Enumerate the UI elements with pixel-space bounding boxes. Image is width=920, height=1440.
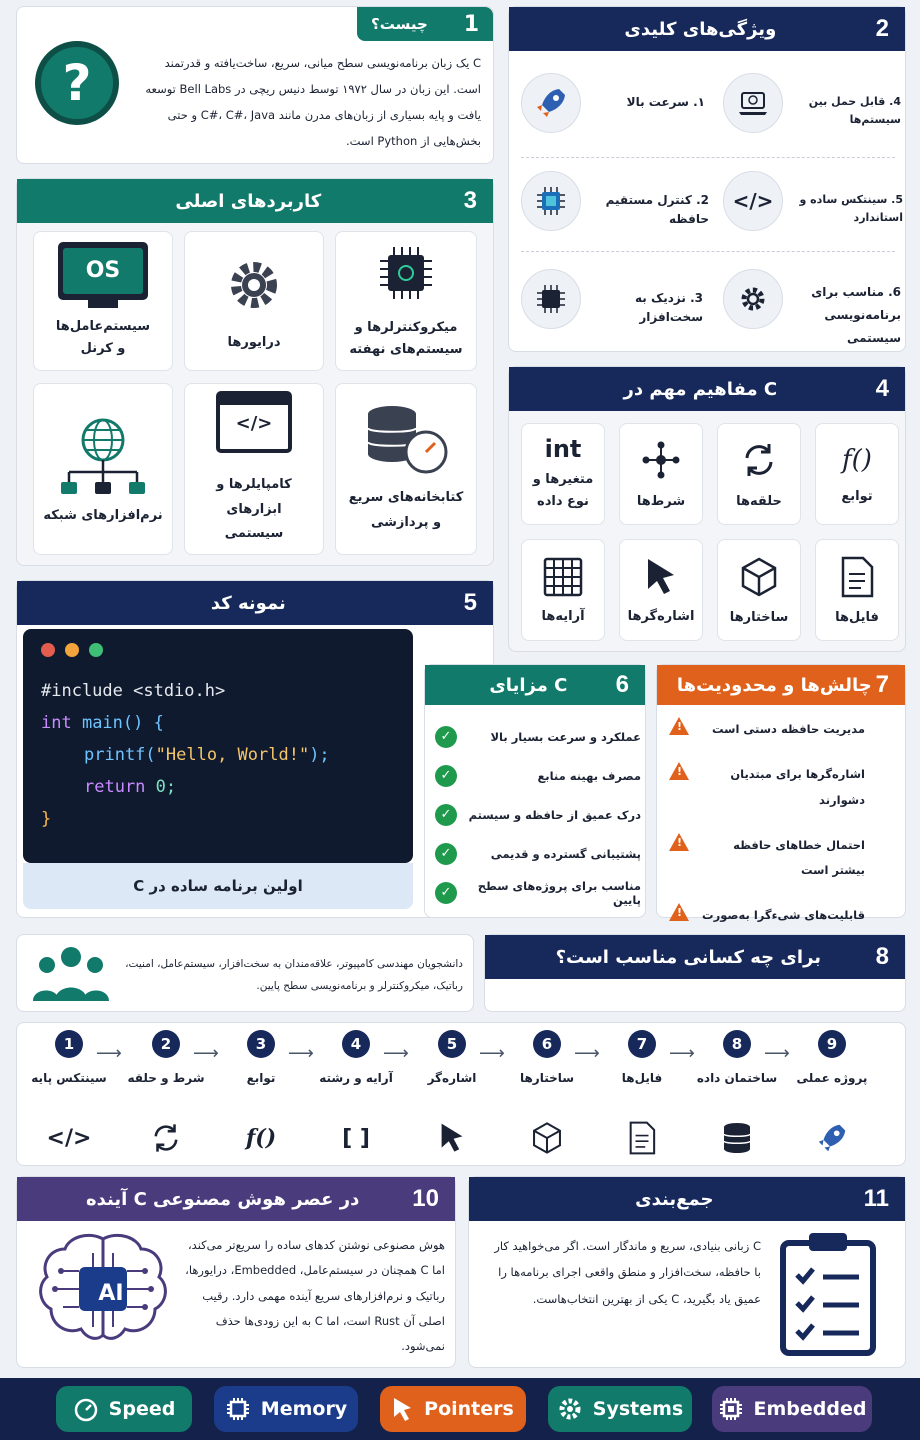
code-line-1: #include <stdio.h>	[41, 681, 226, 701]
database-gauge-icon	[358, 402, 454, 476]
laptop-icon	[723, 73, 783, 133]
code-icon: </>	[723, 171, 783, 231]
chip-icon	[521, 171, 581, 231]
feature-portable: 4. قابل حمل بین سیستم‌ها	[808, 95, 901, 126]
concept-label: ساختارها	[729, 609, 789, 625]
cursor-icon	[644, 557, 678, 597]
cube-icon	[502, 1118, 592, 1158]
section-1-title: چیست؟	[371, 15, 428, 33]
step-number: 4	[342, 1030, 370, 1058]
section-10-header	[17, 1177, 455, 1221]
step-number: 8	[723, 1030, 751, 1058]
roadmap-arrow: ⟶	[193, 1043, 219, 1064]
warning-icon	[669, 833, 689, 851]
branch-icon	[641, 440, 681, 480]
code-caption: اولین برنامه ساده در C	[23, 863, 413, 909]
tag-systems[interactable]	[548, 1386, 692, 1432]
speedometer-icon	[73, 1396, 99, 1422]
app-label: کتابخانه‌های سریع و پردازشی	[348, 490, 464, 530]
warning-mark: !	[677, 835, 683, 849]
advantage-label: مصرف بهینه منابع	[537, 768, 641, 783]
challenge-label: مدیریت حافظه دستی است	[711, 722, 865, 736]
step-number: 1	[55, 1030, 83, 1058]
concept-pointers	[619, 539, 703, 641]
check-icon: ✓	[435, 726, 457, 748]
section-code-sample	[16, 580, 494, 918]
challenge-item	[669, 762, 895, 813]
challenge-item	[669, 717, 895, 742]
concept-files	[815, 539, 899, 641]
roadmap-step	[787, 1030, 877, 1158]
warning-icon	[669, 903, 689, 921]
feature-system-programming: 6. مناسب برای برنامه‌نویسی سیستمی	[811, 285, 901, 345]
section-1-body: C یک زبان برنامه‌نویسی سطح میانی، سریع، ساخت‌یافته و قدرتمند است. این زبان در سال ۱۹۷۲ توسط دنیس ریچی در Bell Labs توسعه یافت و پایه بسیاری از زبان‌های مدرن مانند C#، C#، Java و حتی بخش‌هایی از Python است.	[145, 56, 481, 148]
advantage-label: عملکرد و سرعت بسیار بالا	[490, 729, 641, 744]
advantage-item	[435, 795, 641, 834]
tag-label: Embedded	[753, 1398, 867, 1420]
section-challenges	[656, 664, 906, 923]
code-line-5: }	[41, 809, 52, 829]
step-number: 7	[628, 1030, 656, 1058]
app-compilers	[184, 383, 324, 555]
step-label: پروژه عملی	[796, 1071, 868, 1085]
cube-icon	[738, 556, 780, 598]
advantages-list	[435, 717, 641, 912]
code-line-4	[41, 771, 395, 803]
concept-label: متغیرها و نوع داده	[532, 471, 594, 509]
monitor-icon	[58, 242, 148, 300]
code-token: );	[309, 745, 330, 765]
section-6-title: مزایای C	[489, 674, 568, 696]
check-icon: ✓	[435, 882, 457, 904]
feature-memory: 2. کنترل مستقیم حافظه	[605, 193, 709, 227]
step-number: 9	[818, 1030, 846, 1058]
challenge-item	[669, 833, 895, 884]
tag-label: Memory	[260, 1398, 348, 1420]
feature-hardware: 3. نزدیک به سخت‌افزار	[635, 291, 703, 325]
roadmap-arrow: ⟶	[288, 1043, 314, 1064]
step-label: توابع	[246, 1071, 276, 1085]
section-10-number: 10	[412, 1185, 439, 1212]
rocket-icon	[521, 73, 581, 133]
advantage-item	[435, 756, 641, 795]
rocket-icon	[787, 1118, 877, 1158]
check-icon: ✓	[435, 843, 457, 865]
section-summary	[468, 1176, 906, 1368]
challenge-label: اشاره‌گرها برای مبتدیان دشوارند	[730, 767, 865, 807]
feature-speed: ۱. سرعت بالا	[626, 95, 705, 109]
roadmap-arrow: ⟶	[669, 1043, 695, 1064]
section-4-number: 4	[875, 375, 889, 402]
section-7-number: 7	[875, 671, 889, 698]
embedded-chip-icon	[718, 1396, 744, 1422]
window-controls	[41, 643, 395, 657]
advantage-label: درک عمیق از حافظه و سیستم	[468, 807, 641, 822]
advantage-label: مناسب برای پروژه‌های سطح پایین	[477, 878, 641, 907]
concept-arrays	[521, 539, 605, 641]
step-number: 5	[438, 1030, 466, 1058]
section-7-header	[657, 665, 905, 705]
concept-functions	[815, 423, 899, 525]
section-4-header	[509, 367, 905, 411]
gear-icon	[723, 269, 783, 329]
file-icon	[597, 1118, 687, 1158]
tag-embedded[interactable]	[712, 1386, 872, 1432]
concept-conditions	[619, 423, 703, 525]
app-os	[33, 231, 173, 371]
section-11-title: جمع‌بندی	[635, 1188, 714, 1210]
database-icon	[692, 1118, 782, 1158]
step-number: 2	[152, 1030, 180, 1058]
code-token: main() {	[71, 713, 164, 733]
code-line-2	[41, 707, 395, 739]
step-label: شرط و حلقه	[127, 1071, 205, 1085]
section-1-header	[357, 7, 493, 41]
section-what-is	[16, 6, 494, 164]
advantage-item	[435, 873, 641, 912]
section-audience-text	[16, 934, 474, 1012]
memory-chip-icon	[225, 1396, 251, 1422]
close-dot	[41, 643, 55, 657]
app-microcontrollers	[335, 231, 477, 371]
roadmap-arrow: ⟶	[383, 1043, 409, 1064]
brackets-icon: [ ]	[342, 1125, 370, 1151]
section-ai-future	[16, 1176, 456, 1368]
concept-loops	[717, 423, 801, 525]
step-label: آرایه و رشته	[319, 1071, 393, 1085]
code-token: int	[41, 713, 72, 733]
app-libraries	[335, 383, 477, 555]
section-11-number: 11	[863, 1185, 889, 1212]
code-token: printf(	[84, 745, 156, 765]
tag-pointers[interactable]	[380, 1386, 526, 1432]
warning-mark: !	[677, 906, 683, 920]
file-icon	[840, 556, 874, 598]
tag-label: Pointers	[424, 1398, 514, 1420]
section-2-number: 2	[875, 15, 889, 42]
section-6-number: 6	[615, 671, 629, 698]
step-label: سینتکس پایه	[31, 1071, 107, 1085]
tag-memory[interactable]	[214, 1386, 358, 1432]
app-label: کامپایلرها و ابزارهای سیستمی	[216, 476, 292, 542]
concept-label: آرایه‌ها	[541, 608, 585, 624]
section-5-number: 5	[463, 589, 477, 616]
section-advantages	[424, 664, 646, 918]
code-token: "Hello, World!"	[155, 745, 310, 765]
gear-icon	[222, 253, 286, 317]
challenge-label: احتمال خطاهای حافظه بیشتر است	[733, 837, 865, 878]
divider	[521, 251, 895, 252]
grid-icon	[543, 557, 583, 597]
advantage-item	[435, 717, 641, 756]
monitor-stand	[88, 300, 118, 308]
maximize-dot	[89, 643, 103, 657]
section-2-header	[509, 7, 905, 51]
code-token: 0;	[145, 777, 177, 797]
app-label: درایورها	[227, 334, 281, 350]
advantage-item	[435, 834, 641, 873]
step-label: ساختارها	[519, 1071, 575, 1085]
challenges-list	[669, 717, 895, 954]
advantage-label: پشتیبانی گسترده و قدیمی	[490, 846, 641, 861]
function-icon: f()	[842, 444, 872, 475]
roadmap-arrow: ⟶	[574, 1043, 600, 1064]
pointer-icon	[392, 1396, 414, 1422]
warning-mark: !	[677, 720, 683, 733]
check-icon: ✓	[435, 765, 457, 787]
roadmap-arrow: ⟶	[764, 1043, 790, 1064]
section-applications	[16, 178, 494, 566]
people-icon	[31, 943, 111, 1003]
microcontroller-icon	[374, 241, 438, 305]
section-concepts	[508, 366, 906, 652]
app-label: سیستم‌عامل‌ها و کرنل	[55, 318, 151, 356]
step-label: فایل‌ها	[621, 1071, 663, 1085]
section-3-number: 3	[463, 187, 477, 214]
concept-structs	[717, 539, 801, 641]
section-8-title: برای چه کسانی مناسب است؟	[555, 946, 822, 968]
section-4-title: مفاهیم مهم در C	[623, 378, 778, 400]
step-number: 6	[533, 1030, 561, 1058]
step-number: 3	[247, 1030, 275, 1058]
int-icon: int	[544, 434, 582, 463]
section-1-number: 1	[463, 11, 479, 37]
summary-body: C زبانی بنیادی، سریع و ماندگار است. اگر می‌خواهید کار با حافظه، سخت‌افزار و منطق واقعی اجرای برنامه‌ها را عمیق یاد بگیرید، C یکی از بهترین انتخاب‌هاست.	[494, 1239, 761, 1306]
section-3-header	[17, 179, 493, 223]
ai-body: هوش مصنوعی نوشتن کدهای ساده را سریع‌تر می‌کند، اما C همچنان در سیستم‌عامل، Embedded، درایورها، رباتیک و نرم‌افزارهای سریع آینده مهمی دارد. رقیب اصلی آن Rust است، اما C به این زودی‌ها حذف نمی‌شود.	[185, 1238, 445, 1354]
concept-label: توابع	[841, 488, 873, 504]
section-10-title: آینده C در عصر هوش مصنوعی	[85, 1188, 360, 1210]
section-7-title: چالش‌ها و محدودیت‌ها	[676, 674, 872, 696]
warning-mark: !	[677, 765, 683, 779]
tag-speed[interactable]	[56, 1386, 192, 1432]
challenge-label: قابلیت‌های شیءگرا به‌صورت	[702, 908, 865, 923]
concept-label: حلقه‌ها	[736, 493, 782, 509]
divider	[521, 157, 895, 158]
tag-label: Speed	[108, 1398, 176, 1420]
ai-label: AI	[98, 1281, 124, 1306]
minimize-dot	[65, 643, 79, 657]
loop-icon	[739, 440, 779, 480]
browser-code-icon: </>	[216, 391, 292, 453]
concept-label: اشاره‌گرها	[627, 608, 695, 624]
network-globe-icon	[55, 416, 151, 502]
section-11-header	[469, 1177, 905, 1221]
section-3-title: کاربردهای اصلی	[175, 190, 322, 212]
feature-syntax: 5. سینتکس ساده و استاندارد	[799, 193, 903, 224]
code-icon: </>	[46, 1125, 92, 1151]
code-block	[41, 675, 395, 835]
warning-icon	[669, 717, 689, 735]
section-6-header	[425, 665, 645, 705]
app-label: میکروکنترلرها و سیستم‌های نهفته	[349, 319, 463, 357]
gear-icon	[557, 1396, 583, 1422]
clipboard-icon	[775, 1229, 881, 1357]
app-network	[33, 383, 173, 555]
cpu-icon	[521, 269, 581, 329]
section-8-header	[485, 935, 905, 979]
code-window	[23, 629, 413, 863]
section-2-title: ویژگی‌های کلیدی	[624, 18, 777, 40]
warning-icon	[669, 762, 689, 780]
section-8-number: 8	[875, 943, 889, 970]
section-5-header	[17, 581, 493, 625]
section-audience-header	[484, 934, 906, 1012]
app-label: نرم‌افزارهای شبکه	[43, 507, 163, 523]
cursor-icon	[407, 1118, 497, 1158]
concept-variables	[521, 423, 605, 525]
app-drivers	[184, 231, 324, 371]
concept-label: فایل‌ها	[835, 609, 879, 625]
step-label: ساختمان داده	[696, 1071, 778, 1085]
loop-icon	[121, 1118, 211, 1158]
roadmap-arrow: ⟶	[479, 1043, 505, 1064]
concept-label: شرط‌ها	[636, 493, 686, 509]
function-icon: f()	[245, 1125, 277, 1151]
section-features	[508, 6, 906, 352]
roadmap-arrow: ⟶	[96, 1043, 122, 1064]
code-line-3	[41, 739, 395, 771]
section-5-title: نمونه کد	[210, 592, 286, 614]
tag-label: Systems	[592, 1398, 684, 1420]
audience-body: دانشجویان مهندسی کامپیوتر، علاقه‌مندان به سخت‌افزار، سیستم‌عامل، امنیت، رباتیک، میکروکنترلر و برنامه‌نویسی سطح پایین.	[125, 958, 463, 993]
check-icon: ✓	[435, 804, 457, 826]
question-icon: ?	[35, 41, 119, 125]
step-label: اشاره‌گر	[427, 1071, 477, 1085]
os-label: OS	[63, 248, 143, 294]
code-token: return	[84, 777, 146, 797]
